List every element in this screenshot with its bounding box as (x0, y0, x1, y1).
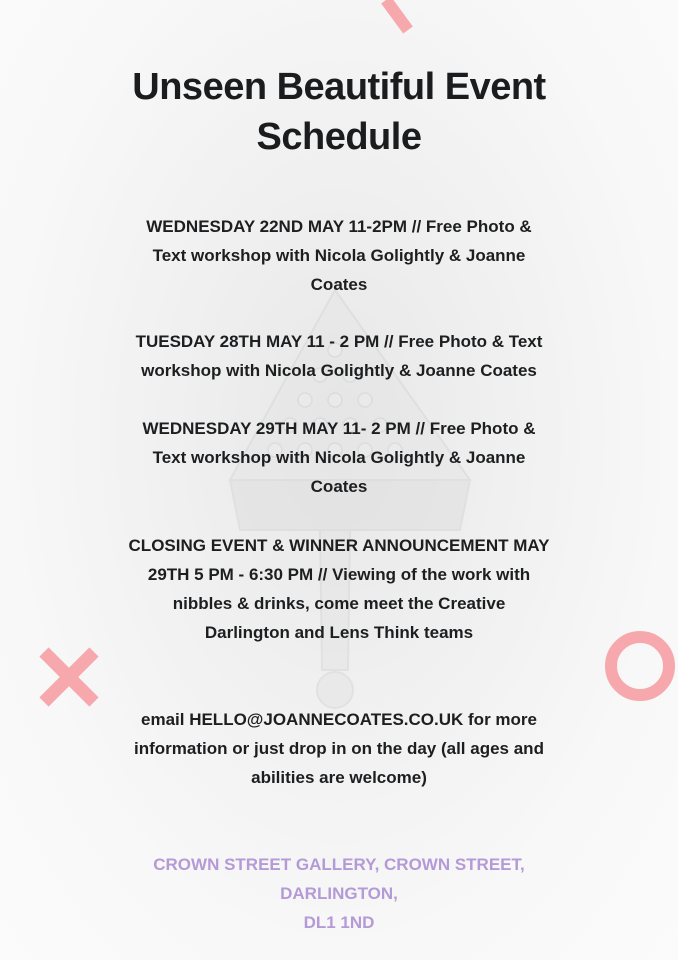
event-line: 29TH 5 PM - 6:30 PM // Viewing of the work with (147, 565, 531, 584)
event-line: nibbles & drinks, come meet the Creative (172, 594, 506, 613)
event-item (90, 327, 588, 385)
contact-line: information or just drop in on the day (all ages and (134, 739, 544, 758)
event-line: workshop with Nicola Golightly & Joanne Coates (141, 361, 537, 380)
event-item (90, 414, 588, 501)
event-line: Coates (310, 275, 368, 294)
poster-title (0, 62, 678, 162)
event-line: Text workshop with Nicola Golightly & Joanne (152, 448, 526, 467)
title-line: Schedule (256, 116, 422, 158)
event-line: CLOSING EVENT & WINNER ANNOUNCEMENT MAY (128, 536, 550, 555)
event-line: Coates (310, 477, 368, 496)
venue-address (90, 850, 588, 937)
contact-line: abilities are welcome) (251, 768, 427, 787)
address-line: DARLINGTON, (280, 884, 398, 903)
address-line: DL1 1ND (303, 913, 375, 932)
title-line: Unseen Beautiful Event (132, 66, 546, 108)
event-line: Text workshop with Nicola Golightly & Joanne (152, 246, 526, 265)
event-line: WEDNESDAY 22ND MAY 11-2PM // Free Photo & (146, 217, 532, 236)
cross-decoration-icon (38, 646, 100, 708)
contact-info (90, 705, 588, 792)
event-line: WEDNESDAY 29TH MAY 11- 2 PM // Free Photo & (142, 419, 536, 438)
ring-decoration-icon (602, 628, 678, 704)
event-line: Darlington and Lens Think teams (204, 623, 474, 642)
event-item-closing (90, 531, 588, 647)
event-item (90, 212, 588, 299)
slash-decoration-icon (372, 0, 422, 40)
address-line: CROWN STREET GALLERY, CROWN STREET, (153, 855, 525, 874)
contact-line: email HELLO@JOANNECOATES.CO.UK for more (141, 710, 537, 729)
event-line: TUESDAY 28TH MAY 11 - 2 PM // Free Photo & Text (135, 332, 543, 351)
